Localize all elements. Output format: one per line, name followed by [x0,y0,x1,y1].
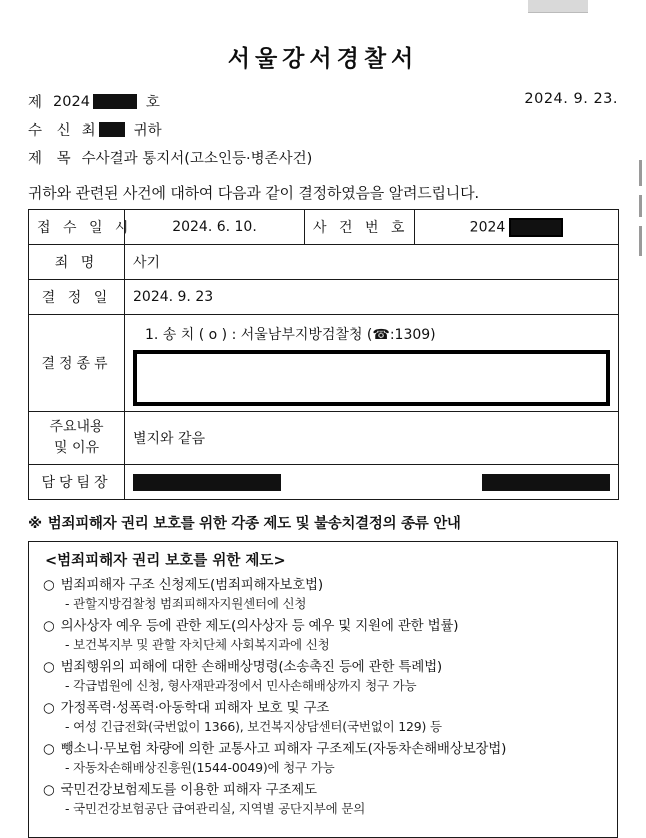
table-row [29,210,619,245]
recipient-label: 수 신 [28,123,76,139]
issue-date: 2024. 9. 23. [524,91,618,107]
crime-label: 죄 명 [29,245,125,280]
list-item-label: 가정폭력·성폭력·아동학대 피해자 보호 및 구조 [60,699,330,716]
subject-label: 제 목 [28,151,76,167]
circle-marker-icon: ○ [43,658,55,675]
list-item-sub: - 자동차손해배상진흥원(1544-0049)에 청구 가능 [65,760,335,775]
case-number-value: 2024 [469,219,506,235]
decision-type-cell [125,315,619,412]
redaction-team-leader-left [133,474,281,491]
list-item-sub: - 보건복지부 및 관할 자치단체 사회복지과에 신청 [65,637,330,652]
recipient-suffix: 귀하 [133,123,162,139]
guide-title: <범죄피해자 권리 보호를 위한 제도> [45,553,286,569]
list-item [43,617,603,634]
table-row [29,412,619,465]
doc-number-row [28,91,618,112]
list-item-label: 범죄피해자 구조 신청제도(범죄피해자보호법) [60,576,323,593]
decision-date-label: 결 정 일 [29,280,125,315]
list-item [43,576,603,593]
list-item-sub: - 국민건강보험공단 급여관리실, 지역별 공단지부에 문의 [65,801,366,816]
subject-value: 수사결과 통지서(고소인등·병존사건) [81,151,313,167]
table-row [29,315,619,412]
victim-rights-guide-box [28,541,618,838]
decision-type-label: 결정종류 [29,315,125,412]
redaction-doc-number [93,94,137,109]
receipt-date-label: 접 수 일 시 [29,210,125,245]
page-title: 서울강서경찰서 [227,45,419,72]
list-item-label: 의사상자 예우 등에 관한 제도(의사상자 등 예우 및 지원에 관한 법률) [60,617,459,634]
circle-marker-icon: ○ [43,781,55,798]
recipient-row [28,119,618,140]
decision-type-first-line: 1. 송 치 ( o ) : 서울남부지방검찰청 (☎:1309) [145,327,436,343]
list-item-label: 범죄행위의 피해에 대한 손해배상명령(소송촉진 등에 관한 특례법) [60,658,442,675]
circle-marker-icon: ○ [43,699,55,716]
table-row [29,245,619,280]
scan-edge-marks [639,160,644,280]
doc-number-label: 제 [28,95,48,111]
decision-date-value: 2024. 9. 23 [125,280,619,315]
notice-text: 귀하와 관련된 사건에 대하여 다음과 같이 결정하였음을 알려드립니다. [28,184,479,202]
doc-number-prefix: 2024 [53,93,90,110]
list-item-sub: - 관할지방검찰청 범죄피해자지원센터에 신청 [65,596,307,611]
receipt-date-value: 2024. 6. 10. [125,210,305,245]
list-item [43,740,603,757]
case-number-label: 사 건 번 호 [305,210,415,245]
circle-marker-icon: ○ [43,617,55,634]
circle-marker-icon: ○ [43,740,55,757]
team-leader-cell [125,465,619,500]
main-content-label-line1: 주요내용 [49,419,104,435]
table-row [29,280,619,315]
list-item [43,658,603,675]
case-number-cell [415,210,619,245]
list-item-sub: - 여성 긴급전화(국번없이 1366), 보건복지상담센터(국번없이 129) 등 [65,719,442,734]
document-content [28,0,618,838]
redaction-decision-block [133,350,610,406]
main-content-value: 별지와 같음 [125,412,619,465]
team-leader-label: 담당팀장 [29,465,125,500]
list-item-label: 뺑소니·무보험 차량에 의한 교통사고 피해자 구조제도(자동차손해배상보장법) [60,740,507,757]
crime-value: 사기 [125,245,619,280]
list-item [43,699,603,716]
main-content-label-line2: 및 이유 [53,440,100,456]
section-note-mark: ※ [28,516,42,532]
doc-number-suffix: 호 [145,95,160,111]
section-note-text: 범죄피해자 권리 보호를 위한 각종 제도 및 불송치결정의 종류 안내 [47,516,461,532]
redaction-team-leader-right [482,474,610,491]
list-item-label: 국민건강보험제도를 이용한 피해자 구조제도 [60,781,317,798]
list-item-sub: - 각급법원에 신청, 형사재판과정에서 민사손해배상까지 청구 가능 [65,678,417,693]
case-info-table [28,209,619,500]
main-content-label [29,412,125,465]
table-row [29,465,619,500]
list-item [43,781,603,798]
section-note [28,512,618,533]
recipient-name-prefix: 최 [81,123,96,139]
subject-row [28,147,618,168]
redaction-recipient [99,122,125,137]
circle-marker-icon: ○ [43,576,55,593]
redaction-case-number [509,218,563,237]
